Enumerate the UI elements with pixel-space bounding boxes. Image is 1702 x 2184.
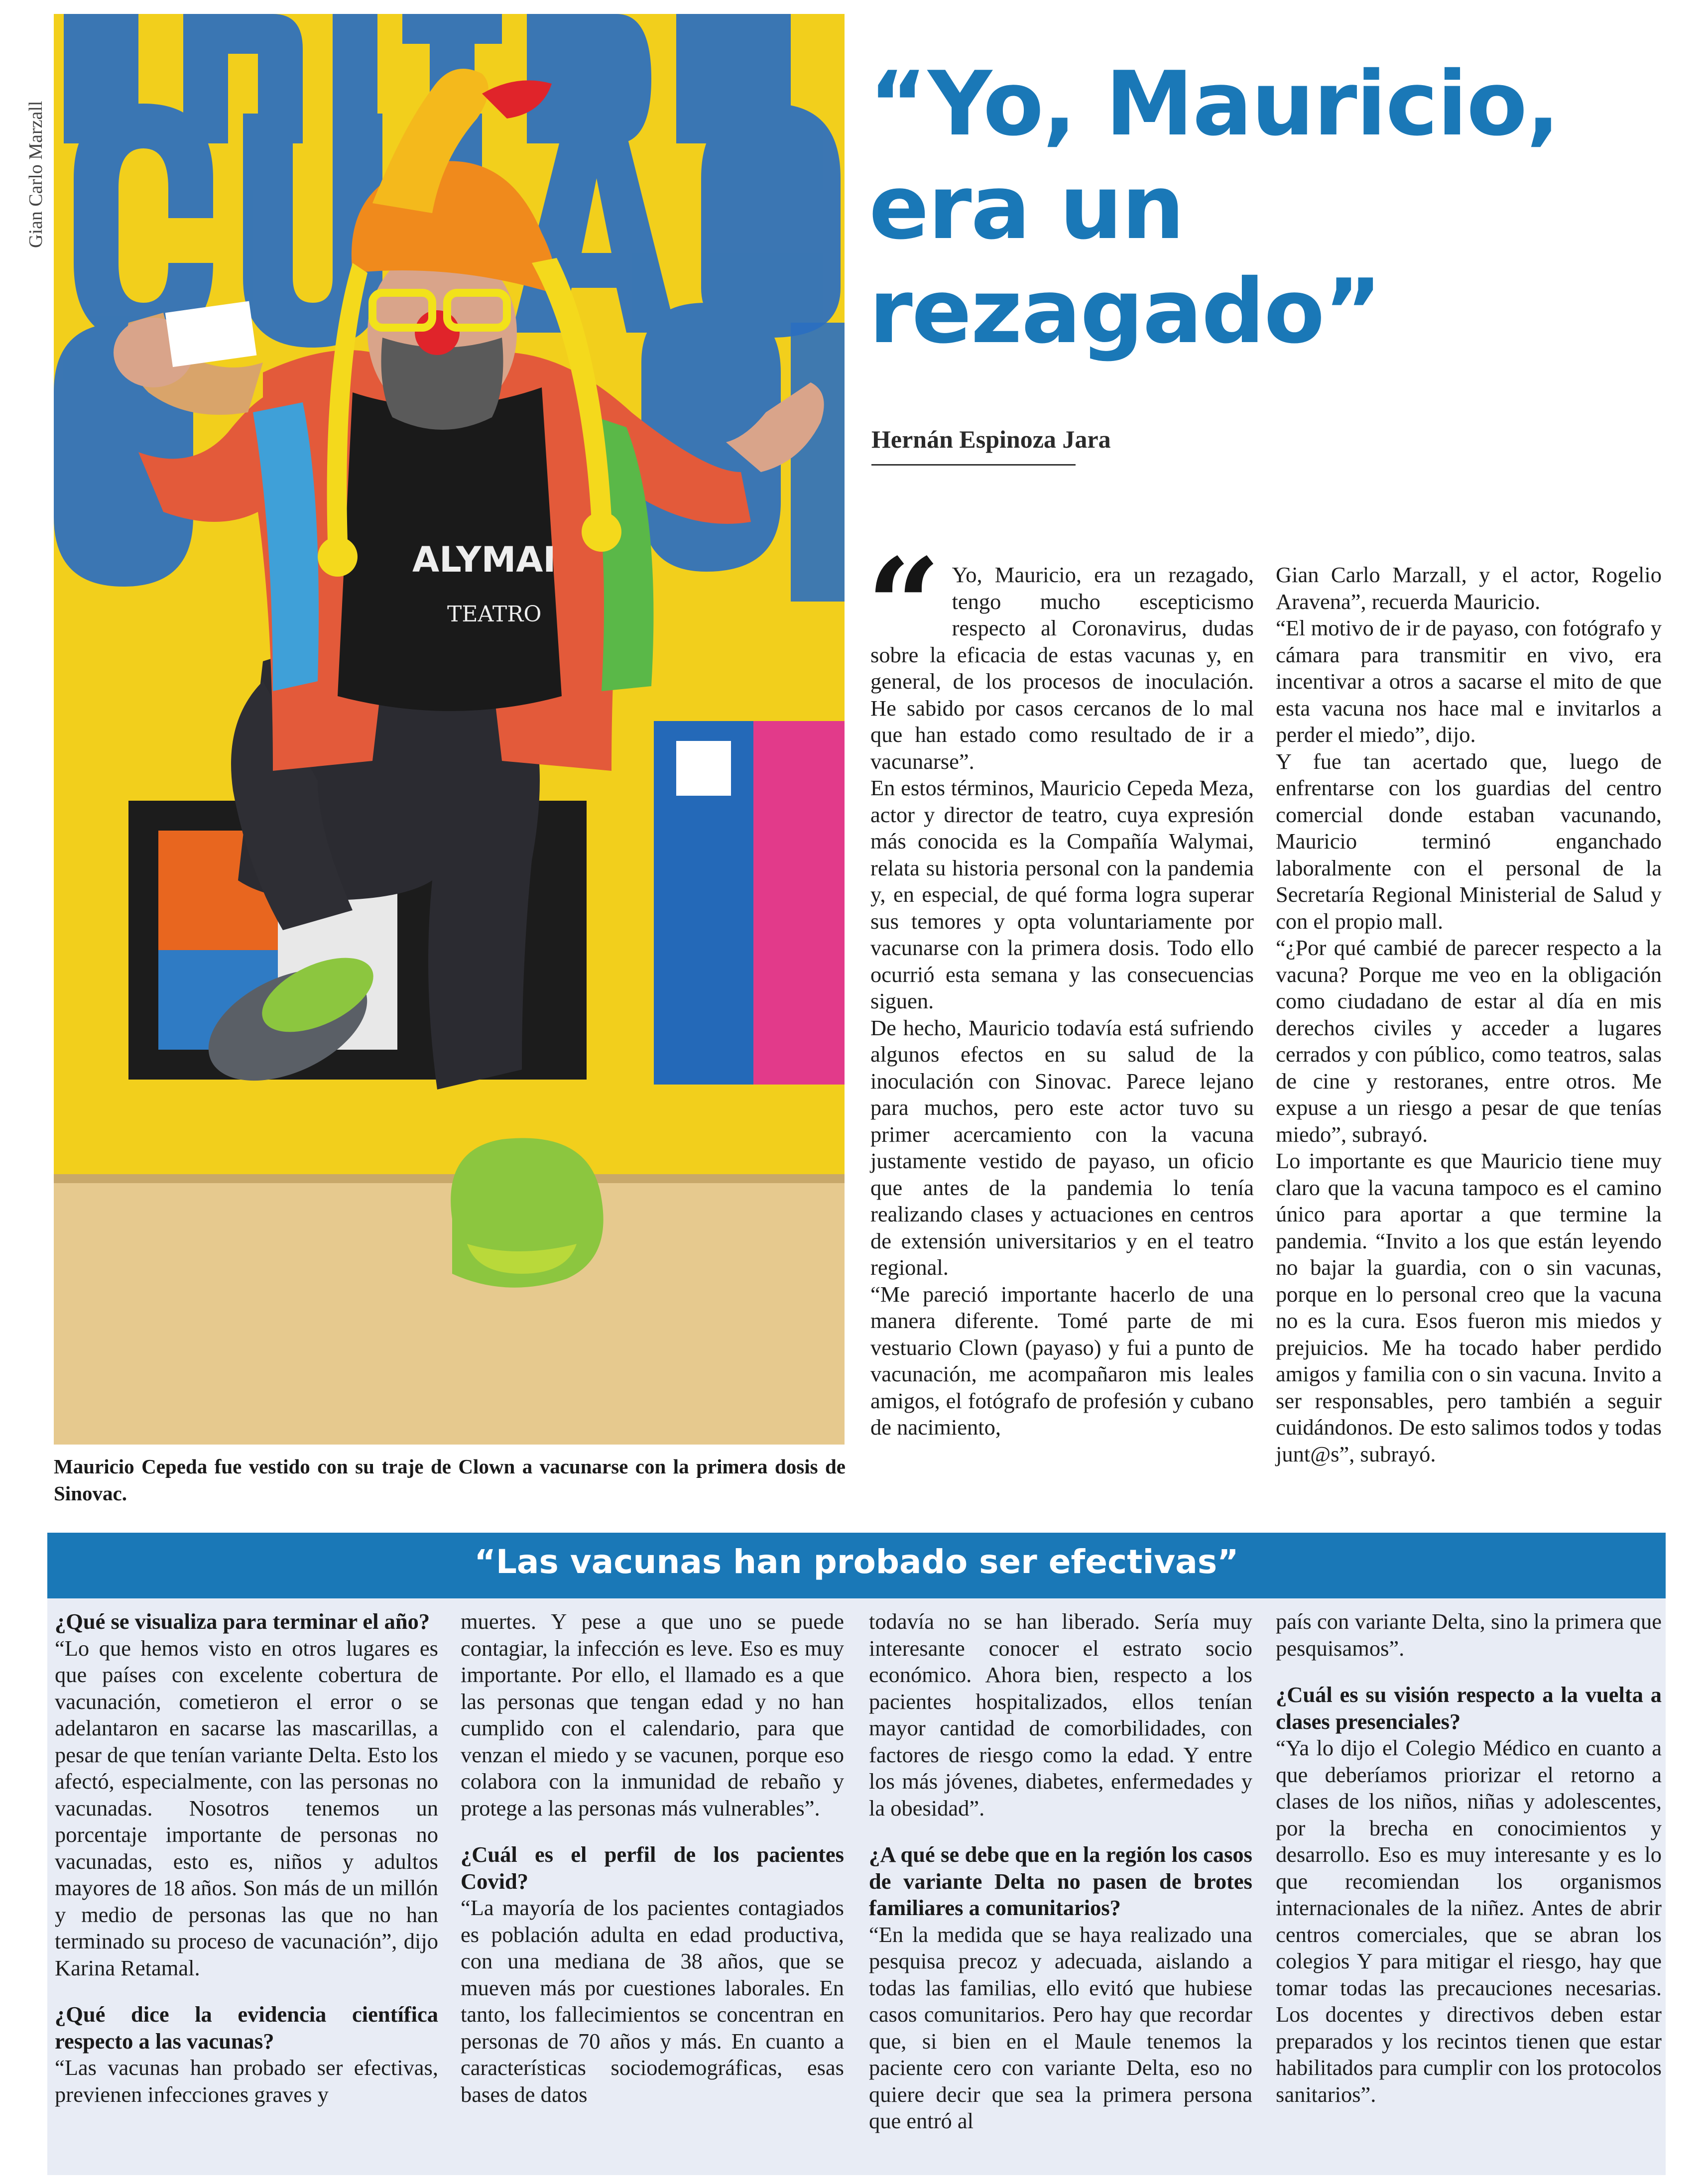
- article-paragraph: Yo, Mauricio, era un rezagado, tengo mucho escepticismo respecto al Coronavirus, dudas sobre la eficacia de estas vacunas y, en general, de los procesos de inoculación. He sabido por casos cercanos de lo mal que han estado como resultado de ir a vacunarse”.: [870, 562, 1254, 774]
- interview-question: ¿Qué dice la evidencia científica respecto a las vacunas?: [55, 2002, 438, 2054]
- headline: “Yo, Mauricio, era un rezagado”: [869, 52, 1559, 363]
- interview-question: ¿Qué se visualiza para terminar el año?: [55, 1609, 430, 1634]
- byline-rule: [871, 464, 1076, 466]
- interview-column-2: [461, 1608, 844, 2108]
- interview-question: ¿A qué se debe que en la región los casos de variante Delta no pasen de brotes familiares a comunitarios?: [869, 1842, 1252, 1920]
- opening-quote-mark: “: [866, 530, 941, 682]
- byline: Hernán Espinoza Jara: [871, 425, 1111, 453]
- photo-credit: Gian Carlo Marzall: [25, 101, 46, 248]
- interview-answer: todavía no se han liberado. Sería muy interesante conocer el estrato socio económico. Ahora bien, respecto a los pacientes hospitalizados, ellos tenían mayor cantidad de comorbilidades, con factores de riesgo como la edad. Y entre los más jóvenes, diabetes, enfermedades y la obesidad”.: [869, 1609, 1252, 1820]
- interview-answer: muertes. Y pese a que uno se puede contagiar, la infección es leve. Eso es muy importante. Por ello, el llamado es a que las personas que tengan edad y no han cumplido con el calendario, para que venzan el miedo y se vacunen, porque eso colabora con la inmunidad de rebaño y protege a las personas más vulnerables”.: [461, 1609, 844, 1820]
- article-paragraph: En estos términos, Mauricio Cepeda Meza, actor y director de teatro, cuya expresión más conocida es la Compañía Walymai, relata su historia personal con la pandemia y, en especial, de qué forma logra superar sus temores y opta voluntariamente por vacunarse con la primera dosis. Todo ello ocurrió esta semana y las consecuencias siguen.: [870, 775, 1254, 1013]
- interview-question: ¿Cuál es su visión respecto a la vuelta a clases presenciales?: [1276, 1682, 1662, 1734]
- interview-answer: “En la medida que se haya realizado una pesquisa precoz y adecuada, aislando a todas las familias, ello evitó que hubiese casos comunitarios. Pero hay que recordar que, si bien en el Maule tenemos la paciente cero con variante Delta, eso no quiere decir que sea la primera persona que entró al: [869, 1922, 1252, 2133]
- interview-column-1: [55, 1608, 438, 2108]
- article-paragraph: Lo importante es que Mauricio tiene muy claro que la vacuna tampoco es el camino único para aportar a que termine la pandemia. “Invito a los que están leyendo no bajar la guardia, con o sin vacunas, porque en lo personal creo que la vacuna no es la cura. Esos fueron mis miedos y prejuicios. Me ha tocado haber perdido amigos y familia con o sin vacuna. Invito a ser responsables, pero también a seguir cuidándonos. De esto salimos todos y todas junt@s”, subrayó.: [1276, 1148, 1662, 1466]
- article-paragraph: Y fue tan acertado que, luego de enfrentarse con los guardias del centro comercial donde estaban vacunando, Mauricio terminó enganchado laboralmente con el personal de la Secretaría Regional Ministerial de Salud y con el propio mall.: [1276, 748, 1662, 934]
- interview-answer: “Lo que hemos visto en otros lugares es que países con excelente cobertura de vacunación, cometieron el error o se adelantaron en sacarse las mascarillas, a pesar de que tenían variante Delta. Esto los afectó, especialmente, con las personas no vacunadas. Nosotros tenemos un porcentaje importante de personas no vacunadas, esto es, niños y adultos mayores de 18 años. Son más de un millón y medio de personas las que no han terminado su proceso de vacunación”, dijo Karina Retamal.: [55, 1635, 438, 1980]
- article-paragraph: “El motivo de ir de payaso, con fotógrafo y cámara para transmitir en vivo, era incentivar a otros a sacarse el mito de que esta vacuna nos hace mal e invitarlos a perder el miedo”, dijo.: [1276, 615, 1662, 747]
- svg-text:ALYMAI: ALYMAI: [412, 539, 556, 580]
- interview-column-4: [1276, 1608, 1662, 2108]
- article-paragraph: “¿Por qué cambié de parecer respecto a la vacuna? Porque me veo en la obligación como ciudadano de estar al día en mis derechos civiles y acceder a lugares cerrados y con público, como teatros, salas de cine y restoranes, entre otros. Me expuse a un riesgo a pesar de que tenías miedo”, subrayó.: [1276, 935, 1662, 1147]
- photo-caption: Mauricio Cepeda fue vestido con su traje de Clown a vacunarse con la primera dosis de Sinovac.: [54, 1455, 846, 1505]
- article-column-1: [866, 530, 1254, 1441]
- interview-column-3: [869, 1608, 1252, 2135]
- article-paragraph: “Me pareció importante hacerlo de una manera diferente. Tomé parte de mi vestuario Clown (payaso) y fui a punto de vacunación, me acompañaron mis leales amigos, el fotógrafo de profesión y cubano de nacimiento,: [870, 1281, 1254, 1440]
- article-paragraph: Gian Carlo Marzall, y el actor, Rogelio Aravena”, recuerda Mauricio.: [1276, 562, 1662, 614]
- interview-answer: “La mayoría de los pacientes contagiados es población adulta en edad productiva, con una mediana de 38 años, que se mueven más por cuestiones laborales. En tanto, los fallecimientos se concentran en personas de 70 años y más. En cuanto a características sociodemográficas, esas bases de datos: [461, 1895, 844, 2107]
- article-photo: [54, 14, 845, 1445]
- interview-answer: “Las vacunas han probado ser efectivas, previenen infecciones graves y: [55, 2055, 438, 2107]
- interview-answer: “Ya lo dijo el Colegio Médico en cuanto a que deberíamos priorizar el retorno a clases de los niños, niñas y adolescentes, por la brecha en conocimientos y desarrollo. Eso es muy interesante y es lo que recomiendan los organismos internacionales de la niñez. Antes de abrir centros comerciales, que se abran los colegios Y para mitigar el riesgo, hay que tomar todas las precauciones necesarias. Los docentes y directivos deben estar preparados y los recintos tienen que estar habilitados para cumplir con los protocolos sanitarios”.: [1276, 1735, 1662, 2107]
- interview-box-title: “Las vacunas han probado ser efectivas”: [474, 1543, 1239, 1581]
- interview-answer: país con variante Delta, sino la primera que pesquisamos”.: [1276, 1609, 1662, 1661]
- article-column-2: [1276, 562, 1662, 1467]
- svg-text:TEATRO: TEATRO: [447, 602, 542, 627]
- article-paragraph: De hecho, Mauricio todavía está sufriendo algunos efectos en su salud de la inoculación con Sinovac. Parece lejano para muchos, pero este actor tuvo su primer acercamiento con la vacuna justamente vestido de payaso, un oficio que antes de la pandemia lo tenía realizando clases y actuaciones en centros de extensión universitarios y en el teatro regional.: [870, 1015, 1254, 1280]
- interview-question: ¿Cuál es el perfil de los pacientes Covid?: [461, 1842, 844, 1894]
